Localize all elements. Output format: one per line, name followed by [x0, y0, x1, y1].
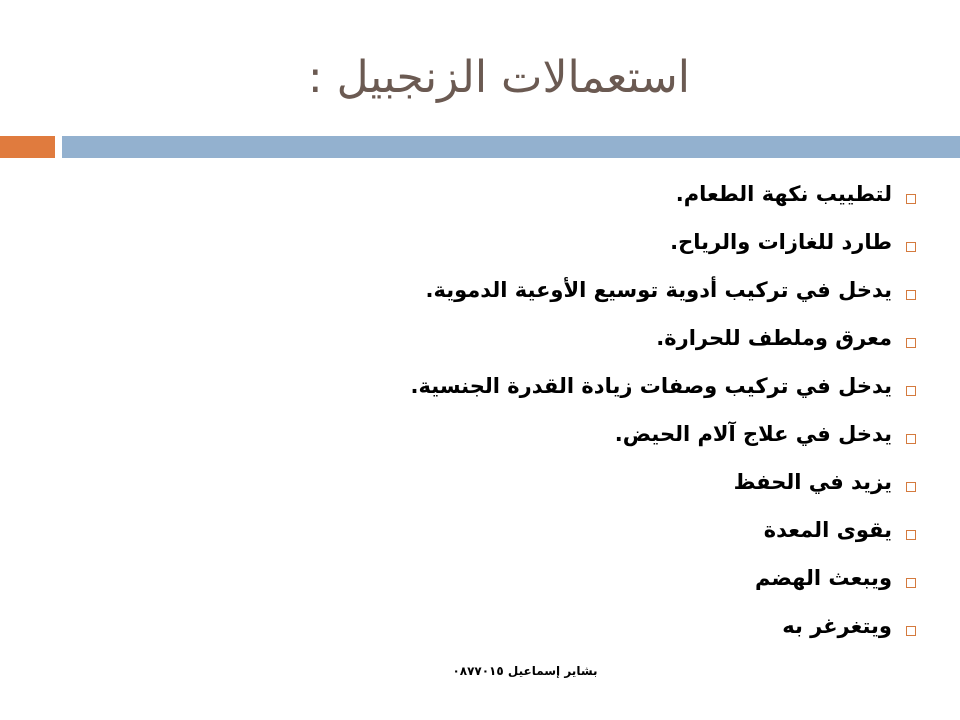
bullet-item	[300, 362, 920, 410]
slide-title: استعمالات الزنجبيل :	[307, 52, 690, 103]
bullet-item	[300, 410, 920, 458]
bullet-list	[300, 170, 920, 650]
bullet-item	[300, 314, 920, 362]
slide-footer: بشاير إسماعيل ٠٨٧٧٠١٥	[452, 664, 598, 678]
bullet-text: يزيد في الحفظ	[733, 470, 892, 494]
square-bullet-icon	[906, 626, 916, 636]
bullet-item	[300, 458, 920, 506]
bullet-item	[300, 554, 920, 602]
accent-bar-orange	[0, 136, 55, 158]
square-bullet-icon	[906, 290, 916, 300]
square-bullet-icon	[906, 194, 916, 204]
bullet-text: يدخل في تركيب أدوية توسيع الأوعية الدموية.	[425, 278, 892, 302]
square-bullet-icon	[906, 242, 916, 252]
bullet-item	[300, 602, 920, 650]
bullet-text: ويبعث الهضم	[754, 566, 892, 590]
bullet-text: يدخل في علاج آلام الحيض.	[614, 422, 892, 446]
bullet-text: يقوى المعدة	[763, 518, 892, 542]
bullet-text: طارد للغازات والرياح.	[670, 230, 892, 254]
square-bullet-icon	[906, 530, 916, 540]
bullet-text: ويتغرغر به	[782, 614, 892, 638]
square-bullet-icon	[906, 482, 916, 492]
bullet-item	[300, 218, 920, 266]
square-bullet-icon	[906, 338, 916, 348]
bullet-text: معرق وملطف للحرارة.	[656, 326, 892, 350]
square-bullet-icon	[906, 578, 916, 588]
bullet-text: لتطييب نكهة الطعام.	[675, 182, 892, 206]
square-bullet-icon	[906, 386, 916, 396]
square-bullet-icon	[906, 434, 916, 444]
bullet-text: يدخل في تركيب وصفات زيادة القدرة الجنسية.	[410, 374, 892, 398]
accent-bar-blue	[62, 136, 960, 158]
bullet-item	[300, 506, 920, 554]
bullet-item	[300, 170, 920, 218]
bullet-item	[300, 266, 920, 314]
